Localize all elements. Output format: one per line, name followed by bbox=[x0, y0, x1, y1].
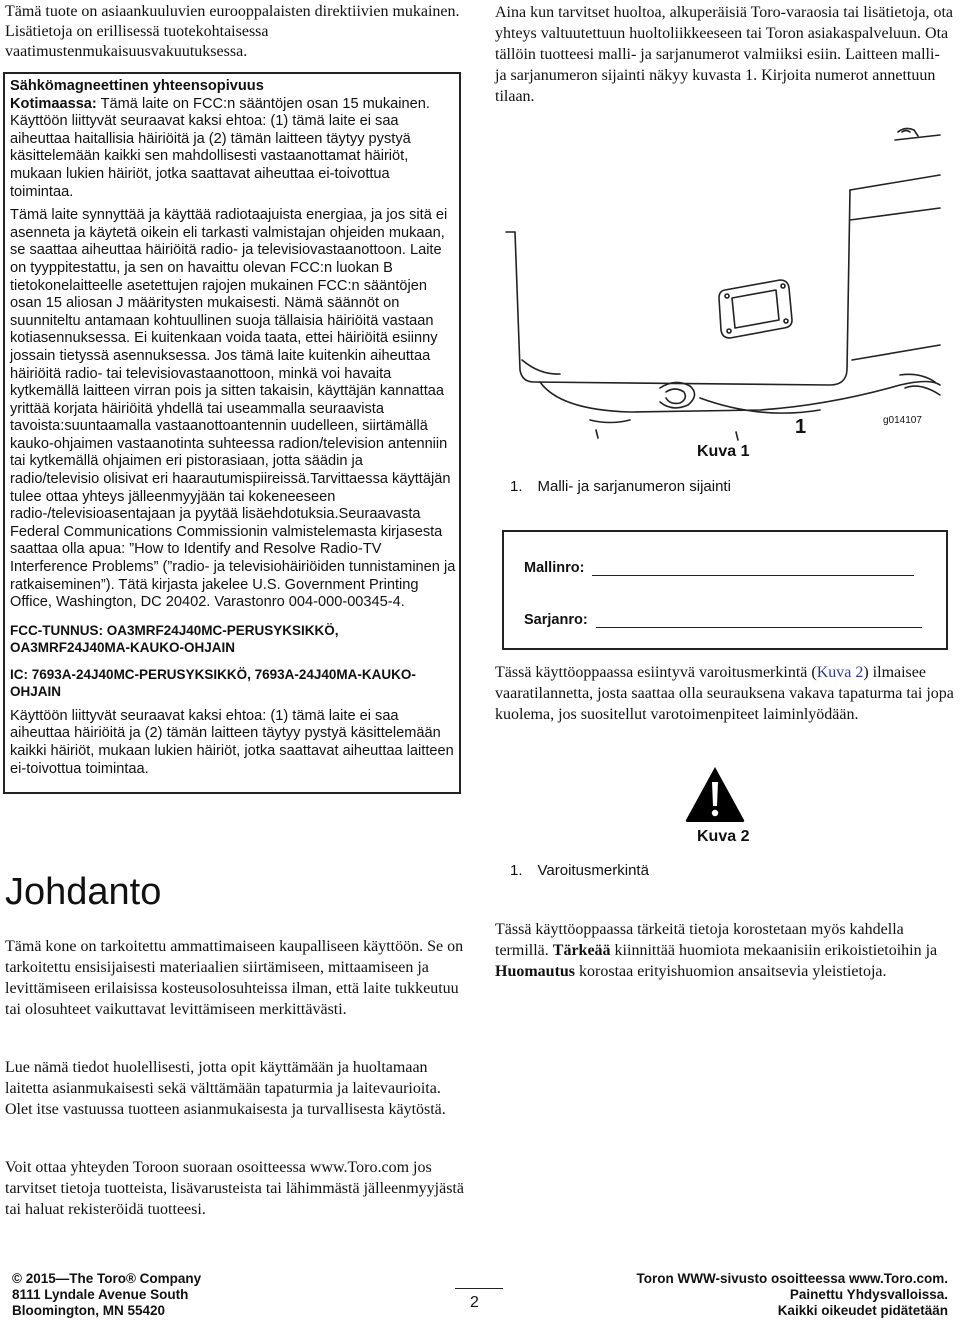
fcc-notice-box bbox=[3, 72, 461, 794]
safety-text-2: ) ilmaisee vaaratilannetta, josta saattaa olla seurauksena vakava tapaturma tai jopa kuolema, jos suositellut varotoimenpiteet laiminlyödään. bbox=[495, 664, 954, 723]
footer-address: 8111 Lyndale Avenue South bbox=[12, 1287, 189, 1302]
words-text-2: kiinnittää huomiota mekaanisiin erikoistietoihin ja bbox=[610, 942, 938, 959]
model-number-line[interactable] bbox=[592, 561, 914, 576]
figure-1-legend-item: 1. Malli- ja sarjanumeron sijainti bbox=[510, 478, 731, 495]
section-title-johdanto: Johdanto bbox=[5, 871, 162, 913]
figure-1-serial-location-illustration bbox=[500, 120, 950, 450]
footer-website: Toron WWW-sivusto osoitteessa www.Toro.com. bbox=[636, 1271, 948, 1286]
figure-1-code: g014107 bbox=[883, 415, 922, 426]
johdanto-paragraph-2: Lue nämä tiedot huolellisesti, jotta opit käyttämään ja huoltamaan laitetta asianmukaisesti sekä välttämään tapaturmia ja laitevaurioita. Olet itse vastuussa tuotteen asianmukaisesta ja turvallisesta käytöstä. bbox=[5, 1059, 446, 1118]
serial-number-row bbox=[524, 612, 922, 628]
words-text-3: korostaa erityishuomion ansaitsevia yleistietoja. bbox=[575, 963, 887, 980]
fcc-id: FCC-TUNNUS: OA3MRF24J40MC-PERUSYKSIKKÖ, OA3MRF24J40MA-KAUKO-OHJAIN bbox=[10, 622, 339, 655]
safety-text-1: Tässä käyttöoppaassa esiintyvä varoitusmerkintä ( bbox=[495, 664, 817, 681]
model-number-label: Mallinro: bbox=[524, 560, 585, 576]
figure-1-caption: Kuva 1 bbox=[697, 443, 750, 460]
fcc-domestic-label: Kotimaassa: bbox=[10, 95, 97, 112]
fcc-domestic-paragraph bbox=[10, 96, 456, 202]
signal-words-paragraph bbox=[495, 919, 955, 982]
serial-number-box bbox=[502, 530, 948, 650]
footer-rights: Kaikki oikeudet pidätetään bbox=[777, 1303, 948, 1318]
footer-city: Bloomington, MN 55420 bbox=[12, 1303, 166, 1318]
figure-2-link[interactable]: Kuva 2 bbox=[816, 664, 864, 681]
serial-number-label: Sarjanro: bbox=[524, 612, 588, 628]
footer-copyright: © 2015—The Toro® Company bbox=[12, 1271, 202, 1286]
footer-printed: Painettu Yhdysvalloissa. bbox=[789, 1287, 948, 1302]
page-number: 2 bbox=[470, 1294, 479, 1311]
warning-triangle-icon bbox=[683, 764, 747, 824]
fcc-domestic-text: Tämä laite on FCC:n sääntöjen osan 15 mukainen. Käyttöön liittyvät seuraavat kaksi ehtoa: (1) tämä laite ei saa aiheuttaa haitallisia häiriöitä ja (2) tämän laitteen täytyy pystyä käsittelemään kaikki sen mahdollisesti vastaanottamat häiriöt, mukaan lukien häiriöt, jotka saattavat aiheuttaa ei-toivottua toimintaa. bbox=[10, 95, 430, 200]
fcc-interference-paragraph: Tämä laite synnyttää ja käyttää radiotaajuista energiaa, ja jos sitä ei asenneta ja käytetä oikein eli tarkasti valmistajan ohjeiden mukaan, se saattaa aiheuttaa häiriöitä radio- ja televisiovastaanottoon. Laite on tyyppitestattu, ja sen on havaittu olevan FCC:n luokan B tietokonelaitteelle asetettujen rajojen mukainen FCC:n sääntöjen osan 15 aliosan J määritysten mukaisesti. Nämä säännöt on suunniteltu antamaan kohtuullinen suoja tällaisia häiriöitä vastaan kotiasennuksessa. Ei kuitenkaan voida taata, ettei häiriöitä esiinny jossain tietyssä asennuksessa. Jos tämä laite kuitenkin aiheuttaa häiriöitä radio- tai televisiovastaanottoon, minkä voi havaita kytkemällä laitteen virran pois ja sitten takaisin, käyttäjän kannattaa yrittää korjata häiriöitä yhdellä tai useammalla seuraavista tavoista:suuntaamalla vastaanottoantennin uudelleen, siirtämällä kauko-ohjaimen vastaanotinta suhteessa radion/television antenniin tai kytkemällä ohjaimen eri pistorasiaan, jotta säädin ja radio/televisio olisivat eri haarautumispiireissä.Tarvittaessa käyttäjän tulee ottaa yhteys jälleenmyyjään tai kokeneeseen radio-/televisioasentajaan ja pyytää lisäehdotuksia.Seuraavasta Federal Communications Commissionin valmistelemasta kirjasesta saattaa olla apua: ”How to Identify and Resolve Radio-TV Interference Problems” (”radio- ja televisiohäiriöiden tunnistaminen ja ratkaiseminen”). Tätä kirjasta jakelee U.S. Government Printing Office, Washington, DC 20402. Varastonro 004-000-00345-4. bbox=[10, 207, 456, 611]
johdanto-paragraph-1: Tämä kone on tarkoitettu ammattimaiseen kaupalliseen käyttöön. Se on tarkoitettu ensisijaisesti materiaalien siirtämiseen, mittaamiseen ja levittämiseen erilaisissa kosteusolosuhteissa ilman, että laite tukkeutuu tai olosuhteet vaikuttavat levittämiseen merkittävästi. bbox=[5, 938, 464, 1018]
service-intro-paragraph: Aina kun tarvitset huoltoa, alkuperäisiä Toro-varaosia tai lisätietoja, ota yhteys valtuutettuun huoltoliikkeeseen tai Toron asiakaspalveluun. Ota tällöin tuotteesi malli- ja sarjanumerot valmiiksi esiin. Laitteen malli- ja sarjanumeron sijainti näkyy kuvasta 1. Kirjoita numerot annettuun tilaan. bbox=[495, 4, 953, 105]
footer-divider bbox=[455, 1288, 503, 1289]
ic-id: IC: 7693A-24J40MC-PERUSYKSIKKÖ, 7693A-24J40MA-KAUKO-OHJAIN bbox=[10, 666, 416, 699]
figure-2-caption: Kuva 2 bbox=[697, 828, 750, 845]
footer-company-info bbox=[12, 1271, 201, 1319]
model-number-row bbox=[524, 560, 914, 576]
fcc-conditions-paragraph: Käyttöön liittyvät seuraavat kaksi ehtoa: (1) tämä laite ei saa aiheuttaa häiriöitä ja (2) tämän laitteen täytyy pystyä käsittelemään kaikki häiriöt, mukaan lukien häiriöt, jotka saattavat aiheuttaa laitteen ei-toivottua toimintaa. bbox=[10, 707, 454, 777]
safety-alert-paragraph bbox=[495, 662, 955, 725]
words-text-1: Tässä käyttöoppaassa tärkeitä tietoja korostetaan myös kahdella termillä. bbox=[495, 921, 904, 959]
figure-2-legend-item: 1. Varoitusmerkintä bbox=[510, 862, 649, 879]
footer-website-info bbox=[637, 1271, 949, 1319]
johdanto-paragraph-3: Voit ottaa yhteyden Toroon suoraan osoitteessa www.Toro.com jos tarvitset tietoja tuotteista, lisävarusteista tai lähimmästä jälleenmyyjästä tai haluat rekisteröidä tuotteesi. bbox=[5, 1159, 464, 1218]
figure-1-callout: 1 bbox=[795, 416, 807, 438]
term-huomautus: Huomautus bbox=[495, 963, 576, 980]
compliance-intro: Tämä tuote on asiaankuuluvien eurooppalaisten direktiivien mukainen. Lisätietoja on erillisessä tuotekohtaisessa vaatimustenmukaisuusvakuutuksessa. bbox=[5, 3, 460, 60]
term-tarkeaa: Tärkeää bbox=[552, 942, 611, 959]
serial-number-line[interactable] bbox=[596, 613, 922, 628]
fcc-box-title: Sähkömagneettinen yhteensopivuus bbox=[10, 78, 264, 94]
